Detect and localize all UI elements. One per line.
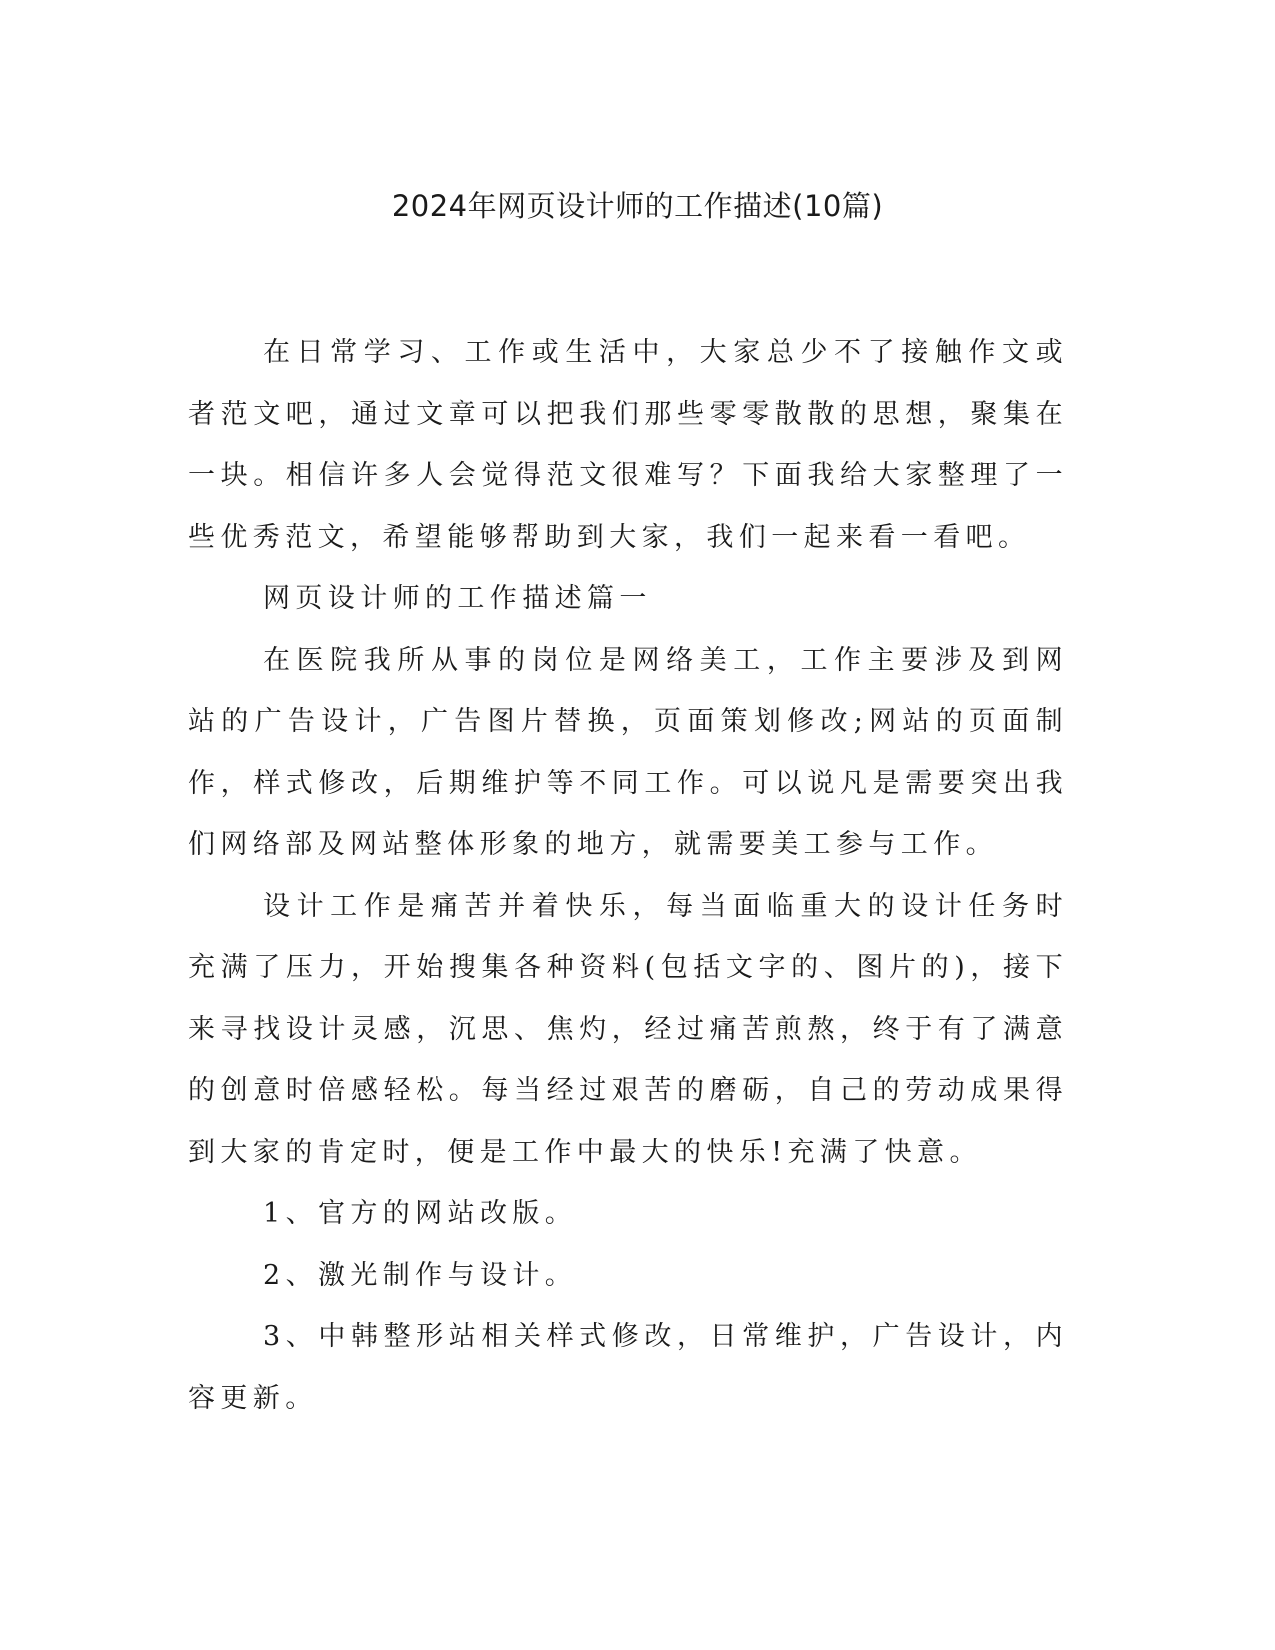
document-title: 2024年网页设计师的工作描述(10篇) (391, 189, 884, 223)
document-body (188, 322, 1068, 1429)
list-item: 1、官方的网站改版。 (263, 1198, 578, 1229)
section-heading: 网页设计师的工作描述篇一 (263, 583, 652, 614)
intro-paragraph: 在日常学习、工作或生活中，大家总少不了接触作文或者范文吧，通过文章可以把我们那些零零散散的思想，聚集在一块。相信许多人会觉得范文很难写？下面我给大家整理了一些优秀范文，希望能够帮助到大家，我们一起来看一看吧。 (188, 337, 1068, 553)
body-paragraph: 在医院我所从事的岗位是网络美工，工作主要涉及到网站的广告设计，广告图片替换，页面策划修改;网站的页面制作，样式修改，后期维护等不同工作。可以说凡是需要突出我们网络部及网站整体形象的地方，就需要美工参与工作。 (188, 644, 1068, 860)
body-paragraph: 设计工作是痛苦并着快乐，每当面临重大的设计任务时充满了压力，开始搜集各种资料(包括文字的、图片的)，接下来寻找设计灵感，沉思、焦灼，经过痛苦煎熬，终于有了满意的创意时倍感轻松。每当经过艰苦的磨砺，自己的劳动成果得到大家的肯定时，便是工作中最大的快乐!充满了快意。 (188, 890, 1068, 1168)
list-item: 3、中韩整形站相关样式修改，日常维护，广告设计，内容更新。 (188, 1321, 1068, 1414)
list-item: 2、激光制作与设计。 (263, 1259, 578, 1291)
